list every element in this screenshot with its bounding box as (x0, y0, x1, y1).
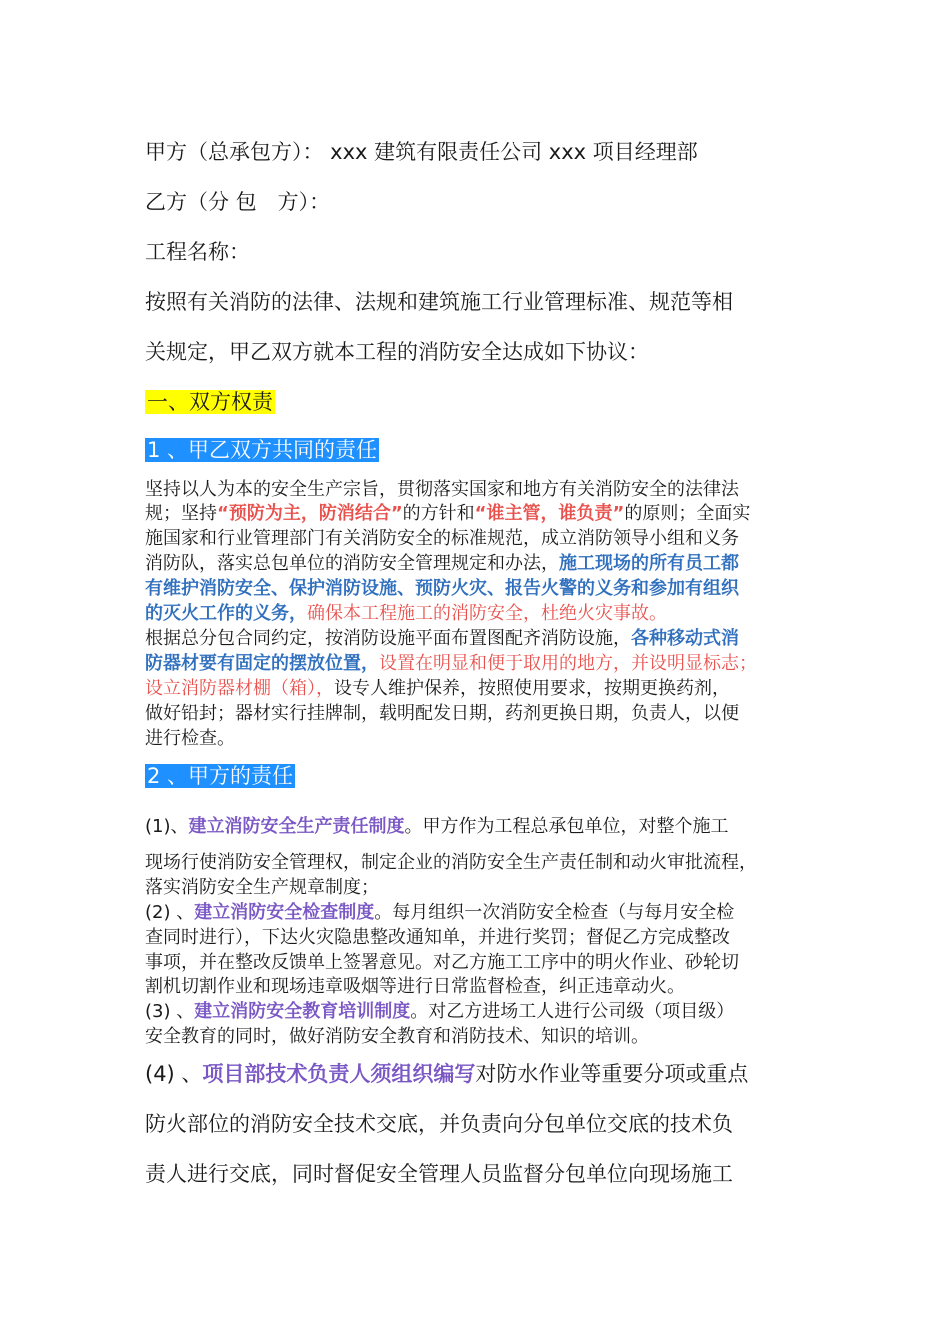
intro-line-1: 按照有关消防的法律、法规和建筑施工行业管理标准、规范等相 (145, 290, 733, 314)
emphasis-red: 设置在明显和便于取用的地方，并设明显标志； (379, 653, 757, 674)
emphasis-red: “谁主管，谁负责” (474, 503, 625, 524)
p1-line-1: 坚持以人为本的安全生产宗旨，贯彻落实国家和地方有关消防安全的法律法 (145, 479, 739, 500)
text-span: 对防水作业等重要分项或重点 (475, 1062, 749, 1086)
text-span: 。对乙方进场工人进行公司级（项目级） (410, 1001, 735, 1022)
text-span: 根据总分包合同约定，按消防设施平面布置图配齐消防设施， (145, 628, 631, 649)
emphasis-purple: 项目部技术负责人须组织编写 (202, 1062, 476, 1086)
emphasis-red: 设立消防器材棚（箱）， (145, 678, 334, 699)
p2-line-4: 做好铅封；器材实行挂牌制，载明配发日期，药剂更换日期，负责人，以便 (145, 703, 739, 724)
item-4-line-1 (145, 1058, 748, 1088)
emphasis-red: “预防为主，防消结合” (217, 503, 403, 524)
emphasis-blue: 的灭火工作的义务， (145, 603, 307, 624)
text-span: 的方针和 (402, 503, 475, 524)
item-4-line-3: 责人进行交底，同时督促安全管理人员监督分包单位向现场施工 (145, 1162, 733, 1186)
item-2-line-1 (145, 898, 734, 924)
emphasis-blue: 各种移动式消 (631, 628, 739, 649)
p1-line-6 (145, 599, 667, 625)
item-1-line-1 (145, 812, 729, 838)
item-number: (3) 、 (145, 1001, 195, 1022)
p2-line-5: 进行检查。 (145, 728, 235, 749)
item-1-line-2: 现场行使消防安全管理权，制定企业的消防安全生产责任制和动火审批流程， (145, 852, 757, 873)
text-span: 。每月组织一次消防安全检查（与每月安全检 (374, 902, 735, 923)
item-4-line-2: 防火部位的消防安全技术交底，并负责向分包单位交底的技术负 (145, 1112, 733, 1136)
p1-line-2 (145, 499, 750, 525)
text-span: 规；坚持 (145, 503, 217, 524)
item-number: (4) 、 (145, 1062, 203, 1086)
emphasis-purple: 建立消防安全教育培训制度 (194, 1001, 411, 1022)
item-3-line-2: 安全教育的同时，做好消防安全教育和消防技术、知识的培训。 (145, 1026, 649, 1047)
emphasis-blue: 施工现场的所有员工都 (559, 553, 739, 574)
item-3-line-1 (145, 997, 734, 1023)
item-number: (2) 、 (145, 902, 195, 923)
text-span: 设专人维护保养，按照使用要求，按期更换药剂， (334, 678, 730, 699)
p1-line-5: 有维护消防安全、保护消防设施、预防火灾、报告火警的义务和参加有组织 (145, 578, 739, 599)
p2-line-2 (145, 649, 757, 675)
text-span: 的原则；全面实 (624, 503, 751, 524)
item-number: (1)、 (145, 816, 189, 837)
p2-line-3 (145, 674, 730, 700)
item-2-line-3: 事项，并在整改反馈单上签署意见。对乙方施工工序中的明火作业、砂轮切 (145, 952, 739, 973)
subsection-2-title: 2 、甲方的责任 (147, 764, 294, 788)
party-b-line: 乙方（分 包 方）： (145, 190, 331, 214)
p2-line-1 (145, 624, 739, 650)
project-name-line: 工程名称： (145, 240, 250, 264)
p1-line-3: 施国家和行业管理部门有关消防安全的标准规范，成立消防领导小组和义务 (145, 528, 739, 549)
emphasis-purple: 建立消防安全检查制度 (194, 902, 375, 923)
section-1-heading (145, 386, 275, 416)
item-1-line-3: 落实消防安全生产规章制度； (145, 877, 379, 898)
section-1-title: 一、双方权责 (147, 390, 273, 414)
emphasis-red: 确保本工程施工的消防安全，杜绝火灾事故。 (307, 603, 667, 624)
party-a-line: 甲方（总承包方）： xxx 建筑有限责任公司 xxx 项目经理部 (145, 140, 698, 164)
text-span: 。甲方作为工程总承包单位，对整个施工 (404, 816, 729, 837)
item-2-line-4: 割机切割作业和现场违章吸烟等进行日常监督检查，纠正违章动火。 (145, 976, 685, 997)
subsection-1-heading (145, 434, 379, 464)
emphasis-blue: 防器材要有固定的摆放位置， (145, 653, 379, 674)
intro-line-2: 关规定，甲乙双方就本工程的消防安全达成如下协议： (145, 340, 649, 364)
p1-line-4 (145, 549, 739, 575)
item-2-line-2: 查同时进行），下达火灾隐患整改通知单，并进行奖罚；督促乙方完成整改 (145, 927, 730, 948)
emphasis-purple: 建立消防安全生产责任制度 (188, 816, 405, 837)
subsection-1-title: 1 、甲乙双方共同的责任 (147, 438, 378, 462)
text-span: 消防队，落实总包单位的消防安全管理规定和办法， (145, 553, 559, 574)
subsection-2-heading (145, 760, 295, 790)
